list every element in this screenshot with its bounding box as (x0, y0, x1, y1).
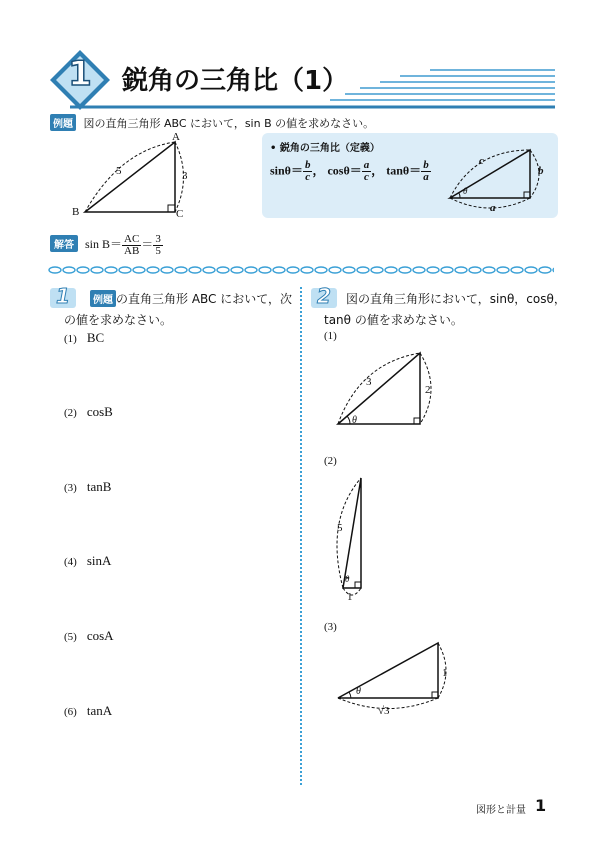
q2-fig3-triangle (330, 635, 460, 720)
q2-number: 2 (317, 284, 331, 308)
q1-tag: 例題 (90, 290, 116, 307)
example-text: 図の直角三角形 ABC において，sin B の値を求めなさい。 (83, 117, 375, 130)
q2-text1: 図の直角三角形において，sinθ，cosθ， (346, 292, 566, 306)
q2-fig2-theta: θ (345, 574, 350, 584)
example-row (50, 114, 374, 131)
answer-f1-num: AC (124, 233, 140, 245)
header (0, 40, 600, 120)
q1-item-2: (2) cosB (64, 404, 113, 419)
q2-fig1-triangle (330, 345, 440, 435)
answer-f2-den: 5 (155, 245, 161, 257)
vertex-A: A (172, 131, 180, 143)
q2-fig3-theta: θ (356, 686, 361, 697)
q2-fig3-idx: (3) (324, 621, 337, 633)
cos-den: c (364, 171, 369, 183)
def-label-c: c (479, 155, 484, 167)
vertex-B: B (72, 206, 80, 218)
q1-text2: の値を求めなさい。 (64, 313, 173, 327)
label-hyp: 5 (116, 165, 122, 177)
vertex-C: C (176, 208, 184, 220)
answer-row (50, 234, 163, 257)
q2-fig1-idx: (1) (324, 330, 337, 342)
q2-fig2-hyp: 5 (337, 522, 343, 534)
q1-number: 1 (56, 284, 70, 308)
sin-num: b (304, 159, 311, 171)
column-divider (300, 287, 302, 785)
section-number: 1 (68, 54, 92, 94)
sep1: ， (312, 163, 325, 178)
page-title: 鋭角の三角比（1） (122, 66, 349, 96)
q1-text1: の直角三角形 ABC において，次 (116, 292, 292, 306)
sep2: ， (371, 163, 384, 178)
q1-item-1: (1) BC (64, 330, 105, 345)
answer-f2-num: 3 (155, 233, 161, 245)
footer-section: 図形と計量 (476, 805, 526, 816)
q1-line1 (90, 290, 292, 307)
q2-fig2-idx: (2) (324, 455, 337, 467)
answer-eq: ＝ (141, 237, 154, 252)
q1-item-3: (3) tanB (64, 479, 112, 494)
answer-tag: 解答 (50, 235, 78, 252)
cos-num: a (363, 159, 370, 171)
sin-den: c (305, 171, 311, 183)
definition-formulas (270, 160, 431, 183)
q2-fig3-base: √3 (378, 705, 390, 717)
chain-divider (48, 262, 554, 278)
q2-fig2-base: 1 (347, 591, 353, 603)
tan-lhs: tanθ＝ (386, 163, 422, 178)
q2-text2: tanθ の値を求めなさい。 (324, 313, 463, 327)
answer-lhs: sin B＝ (85, 237, 123, 252)
definition-triangle (444, 138, 556, 216)
label-side: 3 (182, 170, 188, 182)
q2-fig1-side: 2 (425, 384, 431, 396)
q2-fig3-side: 1 (442, 667, 448, 679)
sin-lhs: sinθ＝ (270, 163, 303, 178)
tan-num: b (423, 159, 429, 171)
def-label-a: a (490, 202, 496, 214)
q2-fig2-triangle (325, 470, 375, 605)
q1-item-4: (4) sinA (64, 553, 112, 568)
def-label-theta: θ (463, 186, 468, 196)
q2-fig1-hyp: 3 (366, 376, 372, 388)
q2-fig1-theta: θ (352, 415, 357, 426)
tan-den: a (423, 171, 429, 183)
page-number: 1 (535, 796, 547, 815)
q1-item-5: (5) cosA (64, 628, 114, 643)
cos-lhs: cosθ＝ (327, 163, 362, 178)
definition-title: • 鋭角の三角比（定義） (270, 143, 380, 154)
example-tag: 例題 (50, 114, 76, 131)
q1-item-6: (6) tanA (64, 703, 113, 718)
answer-f1-den: AB (124, 245, 140, 257)
def-label-b: b (538, 165, 544, 177)
